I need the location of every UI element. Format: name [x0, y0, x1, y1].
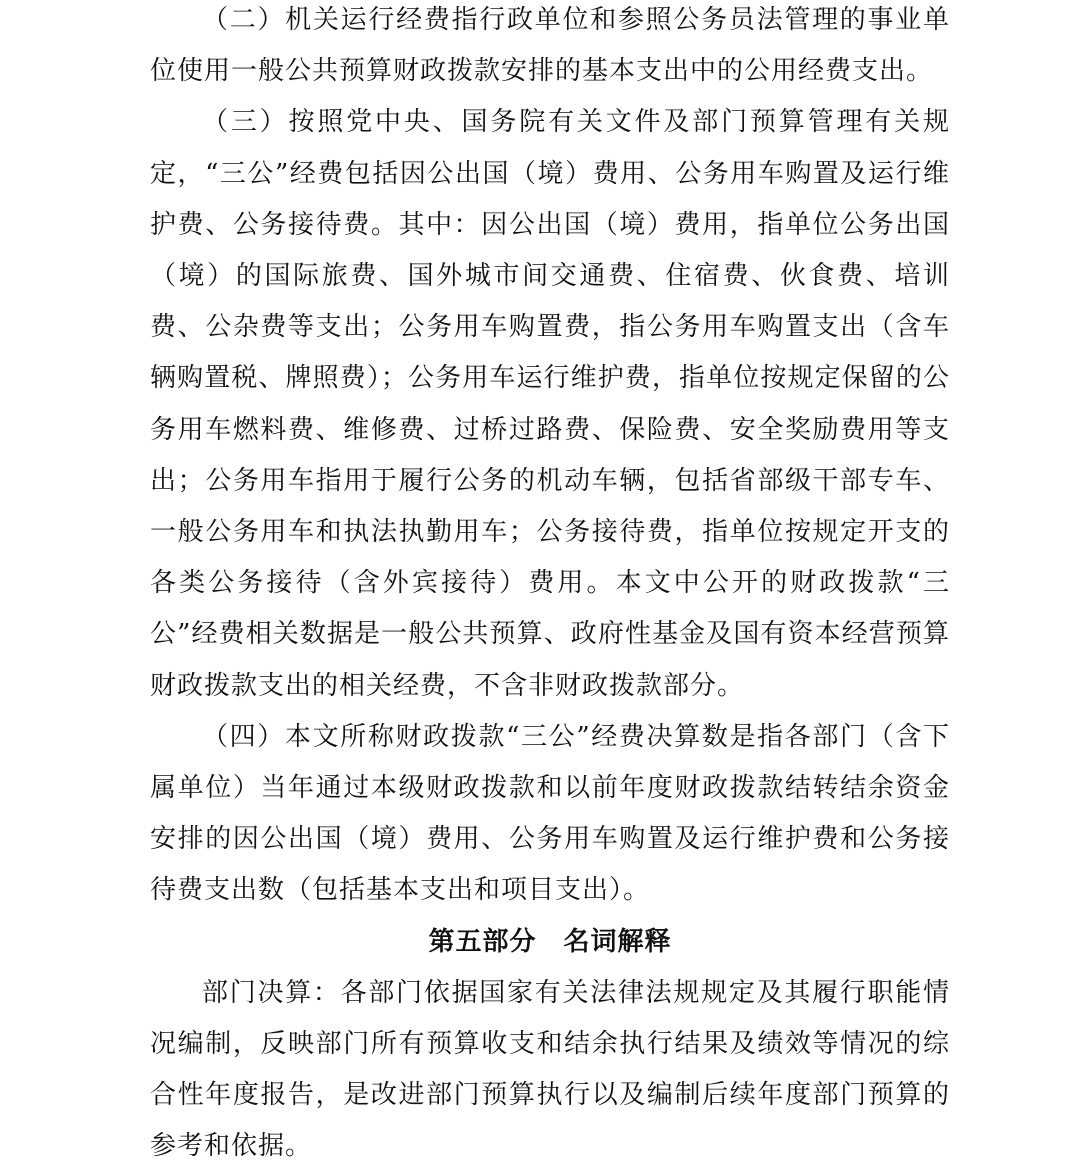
paragraph-admin-operating-costs: （二）机关运行经费指行政单位和参照公务员法管理的事业单位使用一般公共预算财政拨款安排的基本支出中的公用经费支出。	[150, 5, 950, 87]
paragraph-three-public-expenses: （三）按照党中央、国务院有关文件及部门预算管理有关规定，“三公”经费包括因公出国（境）费用、公务用车购置及运行维护费、公务接待费。其中：因公出国（境）费用，指单位公务出国（境）的国际旅费、国外城市间交通费、住宿费、伙食费、培训费、公杂费等支出；公务用车购置费，指公务用车购置支出（含车辆购置税、牌照费）；公务用车运行维护费，指单位按规定保留的公务用车燃料费、维修费、过桥过路费、保险费、安全奖励费用等支出；公务用车指用于履行公务的机动车辆，包括省部级干部专车、一般公务用车和执法执勤用车；公务接待费，指单位按规定开支的各类公务接待（含外宾接待）费用。本文中公开的财政拨款“三公”经费相关数据是一般公共预算、政府性基金及国有资本经营预算财政拨款支出的相关经费，不含非财政拨款部分。	[150, 107, 950, 701]
section-heading: 第五部分 名词解释	[428, 926, 672, 957]
paragraph-glossary-definition: 部门决算：各部门依据国家有关法律法规规定及其履行职能情况编制，反映部门所有预算收支和结余执行结果及绩效等情况的综合性年度报告，是改进部门预算执行以及编制后续年度部门预算的参考和依据。	[150, 977, 950, 1162]
document-page	[150, 0, 950, 1173]
paragraph-final-accounts-figures: （四）本文所称财政拨款“三公”经费决算数是指各部门（含下属单位）当年通过本级财政拨款和以前年度财政拨款结转结余资金安排的因公出国（境）费用、公务用车购置及运行维护费和公务接待费支出数（包括基本支出和项目支出）。	[150, 721, 950, 906]
